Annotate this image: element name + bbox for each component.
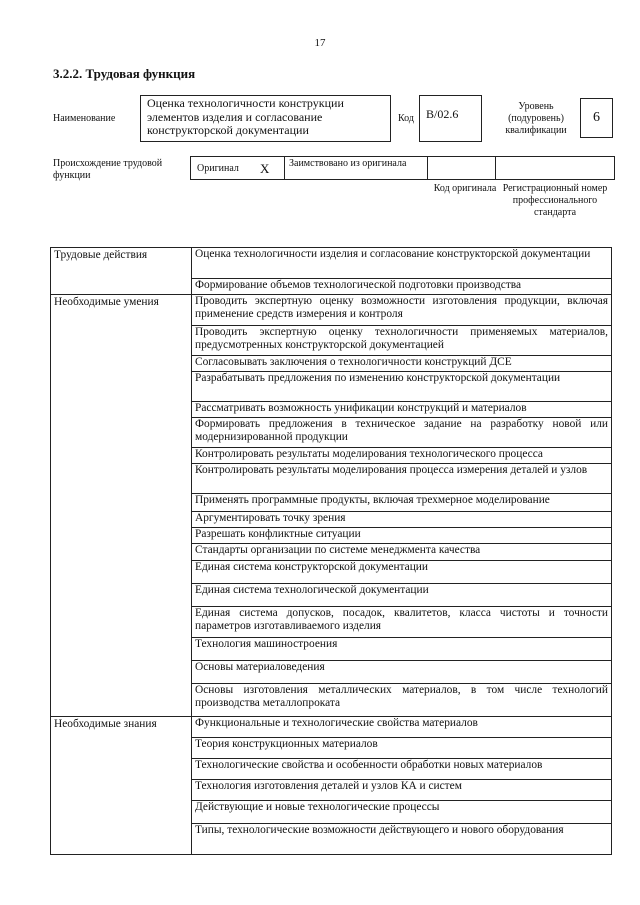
list-item: Формирование объемов технологической подготовки производства bbox=[192, 279, 612, 295]
level-label bbox=[496, 101, 576, 137]
page-number: 17 bbox=[314, 37, 326, 49]
origin-divider-3 bbox=[495, 156, 496, 180]
list-item: Применять программные продукты, включая трехмерное моделирование bbox=[192, 494, 612, 512]
list-item: Технология изготовления деталей и узлов КА и систем bbox=[192, 780, 612, 801]
list-item: Технология машиностроения bbox=[192, 638, 612, 661]
list-item: Разрабатывать предложения по изменению конструкторской документации bbox=[192, 372, 612, 402]
list-item: Функциональные и технологические свойства материалов bbox=[192, 717, 612, 738]
list-item: Оценка технологичности изделия и согласование конструкторской документации bbox=[192, 248, 612, 279]
list-item: Основы изготовления металлических материалов, в том числе технологий производства металлопроката bbox=[192, 684, 612, 717]
table-row bbox=[51, 248, 612, 279]
list-item: Единая система допусков, посадок, квалитетов, класса чистоты и точности параметров изготавливаемого изделия bbox=[192, 607, 612, 638]
list-item: Контролировать результаты моделирования технологического процесса bbox=[192, 448, 612, 464]
function-name-value: Оценка технологичности конструкции элементов изделия и согласование конструкторской документации bbox=[147, 96, 344, 137]
original-label: Оригинал bbox=[197, 163, 239, 174]
section-heading: 3.2.2. Трудовая функция bbox=[53, 66, 196, 81]
table-row bbox=[51, 717, 612, 738]
list-item: Основы материаловедения bbox=[192, 661, 612, 684]
code-value: B/02.6 bbox=[426, 107, 459, 121]
list-item: Типы, технологические возможности действующего и нового оборудования bbox=[192, 824, 612, 855]
list-item: Единая система конструкторской документации bbox=[192, 561, 612, 584]
level-label-line-1: Уровень bbox=[518, 101, 554, 112]
list-item: Контролировать результаты моделирования процесса измерения деталей и узлов bbox=[192, 464, 612, 494]
function-table bbox=[50, 247, 612, 855]
list-item: Технологические свойства и особенности обработки новых материалов bbox=[192, 759, 612, 780]
list-item: Рассматривать возможность унификации конструкций и материалов bbox=[192, 402, 612, 418]
list-item: Аргументировать точку зрения bbox=[192, 512, 612, 528]
section-label-knowledge: Необходимые знания bbox=[51, 717, 192, 855]
code-original-label: Код оригинала bbox=[433, 183, 497, 194]
origin-label: Происхождение трудовой функции bbox=[53, 158, 163, 181]
list-item: Единая система технологической документации bbox=[192, 584, 612, 607]
list-item: Стандарты организации по системе менеджмента качества bbox=[192, 544, 612, 561]
origin-row bbox=[190, 156, 615, 180]
borrowed-label: Заимствовано из оригинала bbox=[289, 158, 407, 169]
origin-divider-1 bbox=[284, 156, 285, 180]
list-item: Согласовывать заключения о технологичности конструкций ДСЕ bbox=[192, 356, 612, 372]
level-box bbox=[580, 98, 613, 138]
list-item: Теория конструкционных материалов bbox=[192, 738, 612, 759]
level-label-line-3: квалификации bbox=[505, 125, 567, 136]
table-row bbox=[51, 295, 612, 326]
origin-divider-2 bbox=[427, 156, 428, 180]
section-label-actions: Трудовые действия bbox=[51, 248, 192, 295]
reg-number-label: Регистрационный номер профессионального стандарта bbox=[502, 183, 608, 218]
list-item: Разрешать конфликтные ситуации bbox=[192, 528, 612, 544]
code-box bbox=[419, 95, 482, 142]
section-label-skills: Необходимые умения bbox=[51, 295, 192, 717]
level-label-line-2: (подуровень) bbox=[508, 113, 564, 124]
level-value: 6 bbox=[593, 110, 600, 125]
list-item: Проводить экспертную оценку технологичности применяемых материалов, предусмотренных конструкторской документацией bbox=[192, 326, 612, 356]
function-name-box bbox=[140, 95, 391, 142]
original-mark: X bbox=[260, 161, 270, 176]
list-item: Действующие и новые технологические процессы bbox=[192, 801, 612, 824]
list-item: Формировать предложения в техническое задание на разработку новой или модернизированной продукции bbox=[192, 418, 612, 448]
code-label: Код bbox=[398, 113, 414, 124]
name-label: Наименование bbox=[53, 113, 116, 124]
list-item: Проводить экспертную оценку возможности изготовления продукции, включая применение средств измерения и контроля bbox=[192, 295, 612, 326]
